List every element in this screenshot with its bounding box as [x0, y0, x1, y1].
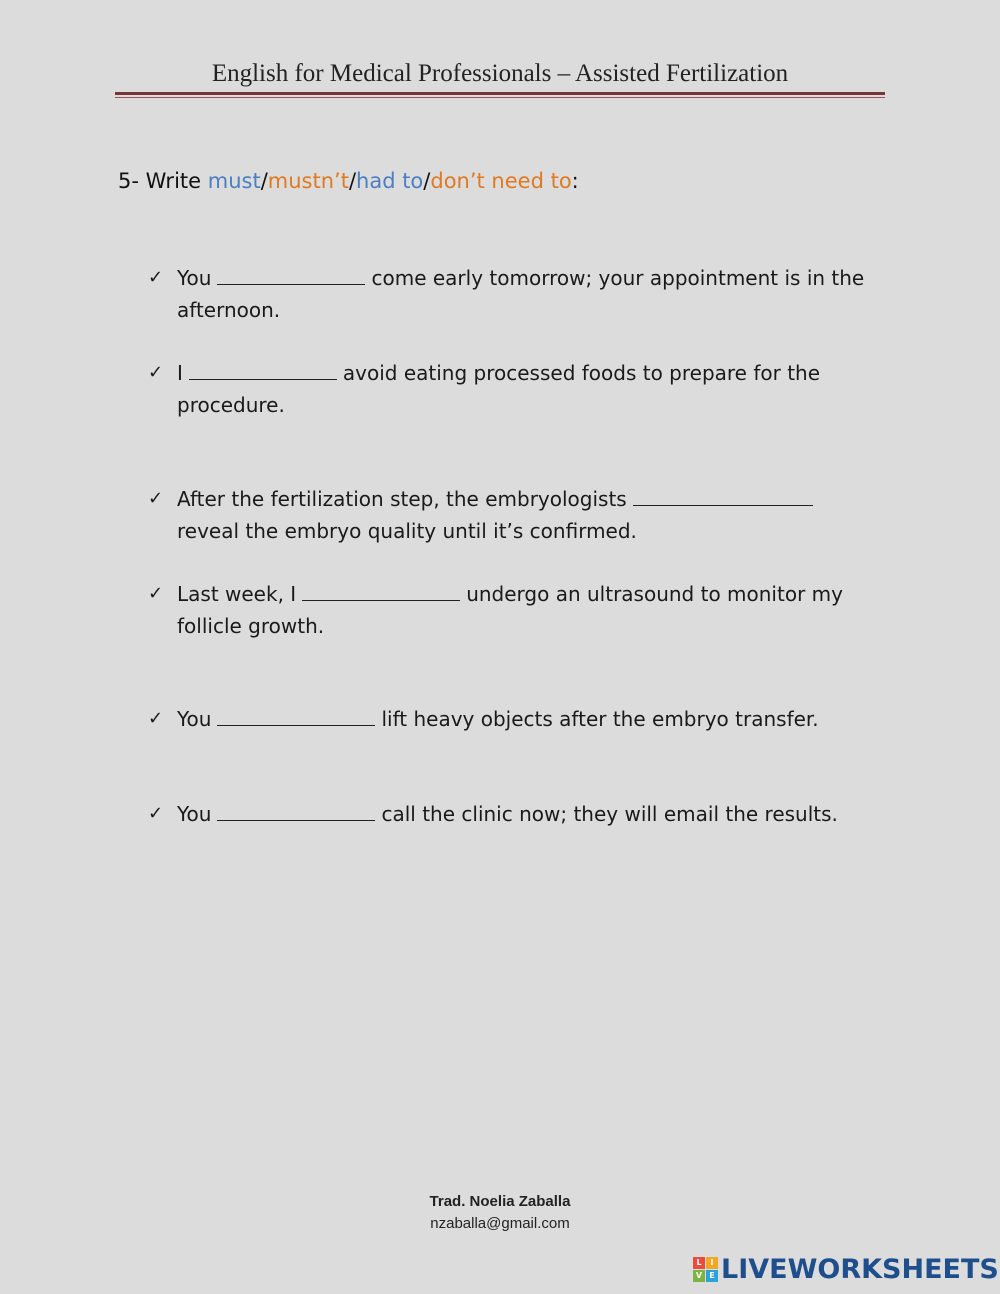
option-separator: /	[348, 169, 357, 193]
logo-mark-icon: L I V E	[693, 1257, 718, 1282]
answer-blank[interactable]	[189, 357, 337, 380]
item-text-before: After the fertilization step, the embryologists	[177, 487, 627, 511]
answer-blank[interactable]	[217, 262, 365, 285]
item-text-before: You	[177, 707, 212, 731]
logo-text: LIVEWORKSHEETS	[721, 1253, 999, 1285]
instruction-prefix: 5- Write	[118, 169, 208, 193]
checkmark-icon: ✓	[148, 803, 164, 824]
exercise-item	[148, 578, 878, 642]
item-text-after: lift heavy objects after the embryo transfer.	[381, 707, 819, 731]
option-must: must	[207, 169, 261, 193]
option-separator: /	[260, 169, 268, 193]
exercise-item	[148, 483, 878, 547]
item-text-before: I	[177, 361, 183, 385]
instruction-suffix: :	[571, 169, 579, 193]
item-text-after: undergo an ultrasound to monitor my follicle growth.	[177, 582, 843, 638]
page-title: English for Medical Professionals – Assisted Fertilization	[211, 60, 789, 87]
option-separator: /	[423, 169, 431, 193]
item-text-before: You	[177, 266, 212, 290]
exercise-item	[148, 703, 878, 735]
item-text-after: reveal the embryo quality until it’s confirmed.	[177, 519, 637, 543]
checkmark-icon: ✓	[148, 267, 164, 288]
item-text-after: come early tomorrow; your appointment is in the afternoon.	[177, 266, 865, 322]
header-rule-thin	[115, 97, 885, 98]
author-email: nzaballa@gmail.com	[430, 1215, 570, 1232]
item-text-before: Last week, I	[177, 582, 297, 606]
item-text-after: call the clinic now; they will email the results.	[381, 802, 838, 826]
answer-blank[interactable]	[217, 798, 375, 821]
item-text-before: You	[177, 802, 212, 826]
author-name: Trad. Noelia Zaballa	[429, 1193, 571, 1210]
checkmark-icon: ✓	[148, 362, 164, 383]
exercise-item	[148, 798, 878, 830]
exercise-item	[148, 262, 878, 326]
answer-blank[interactable]	[633, 483, 813, 506]
option-mustnt: mustn’t	[267, 169, 349, 193]
item-text-after: avoid eating processed foods to prepare for the procedure.	[177, 361, 821, 417]
checkmark-icon: ✓	[148, 488, 164, 509]
header-rule	[115, 92, 885, 95]
liveworksheets-logo	[693, 1253, 999, 1285]
option-dont-need-to: don’t need to	[430, 169, 572, 193]
exercise-instruction	[118, 169, 579, 193]
answer-blank[interactable]	[217, 703, 375, 726]
checkmark-icon: ✓	[148, 708, 164, 729]
option-had-to: had to	[356, 169, 424, 193]
answer-blank[interactable]	[302, 578, 460, 601]
exercise-item	[148, 357, 878, 421]
checkmark-icon: ✓	[148, 583, 164, 604]
